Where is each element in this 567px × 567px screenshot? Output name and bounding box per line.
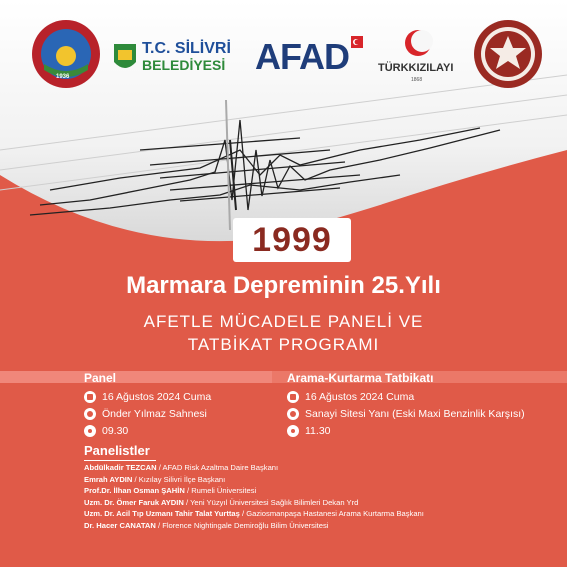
belediye-line2: BELEDİYESİ — [142, 57, 226, 73]
arama-time: 11.30 — [305, 425, 331, 437]
panelists-heading: Panelistler — [84, 443, 150, 458]
panelist-role: / Kızılay Silivri İlçe Başkanı — [132, 474, 226, 484]
belediye-line1: T.C. SİLİVRİ — [142, 40, 231, 57]
kizilay-logo — [378, 28, 458, 88]
panelist-role: / Rumeli Üniversitesi — [184, 486, 257, 496]
arama-time-row — [287, 424, 331, 438]
calendar-icon — [84, 391, 96, 403]
kizilay-year: 1868 — [411, 77, 423, 83]
location-pin-icon — [84, 408, 96, 420]
panelist-role: / Yeni Yüzyıl Üniversitesi Sağlık Bilimleri Dekan Yrd — [183, 497, 359, 507]
kaymakamlik-year: 1936 — [56, 74, 70, 80]
clock-icon — [287, 425, 299, 437]
panelist-name: Emrah AYDIN — [84, 474, 133, 484]
arama-place: Sanayi Sitesi Yanı (Eski Maxi Benzinlik Karşısı) — [305, 408, 525, 420]
event-subtitle-1: AFETLE MÜCADELE PANELİ VE — [143, 312, 424, 331]
panelist-role: / Gaziosmanpaşa Hastanesi Arama Kurtarma Başkanı — [239, 509, 424, 519]
panel-date-row — [84, 390, 211, 404]
arama-date: 16 Ağustos 2024 Cuma — [305, 391, 415, 403]
panel-heading: Panel — [84, 371, 117, 385]
list-item — [84, 497, 424, 509]
list-item — [84, 508, 424, 520]
panelists-list — [84, 462, 424, 532]
panelist-role: / Florence Nightingale Demiroğlu Bilim Üniversitesi — [155, 520, 329, 530]
arama-place-row — [287, 407, 525, 421]
panel-time-row — [84, 424, 128, 438]
year-badge — [233, 218, 351, 262]
belediye-emblem-icon — [112, 42, 138, 74]
panel-time: 09.30 — [102, 425, 129, 437]
panelist-name: Uzm. Dr. Acil Tıp Uzmanı Tahir Talat Yurttaş — [84, 509, 240, 519]
location-pin-icon — [287, 408, 299, 420]
panelists-underline — [84, 460, 156, 461]
list-item — [84, 474, 424, 486]
calendar-icon — [287, 391, 299, 403]
clock-icon — [84, 425, 96, 437]
crescent-icon — [403, 28, 433, 58]
panel-date: 16 Ağustos 2024 Cuma — [102, 391, 212, 403]
panelist-name: Prof.Dr. İlhan Osman ŞAHİN — [84, 486, 185, 496]
panel-place-row — [84, 407, 207, 421]
list-item — [84, 520, 424, 532]
rumeli-seal-icon — [472, 18, 544, 90]
list-item — [84, 485, 424, 497]
panelist-name: Abdülkadir TEZCAN — [84, 463, 157, 472]
panelist-name: Uzm. Dr. Ömer Faruk AYDIN — [84, 497, 184, 507]
list-item — [84, 462, 424, 474]
arama-heading: Arama-Kurtarma Tatbikatı — [287, 371, 434, 385]
turkish-flag-icon — [351, 36, 363, 48]
panelist-role: / AFAD Risk Azaltma Daire Başkanı — [156, 463, 279, 472]
logo-strip — [0, 18, 567, 98]
panelist-name: Dr. Hacer CANATAN — [84, 520, 156, 530]
silivri-belediyesi-logo — [112, 40, 242, 76]
afad-wordmark: AFAD — [255, 36, 349, 77]
arama-date-row — [287, 390, 414, 404]
kizilay-wordmark: TÜRKKIZILAYI — [378, 62, 454, 74]
panel-place: Önder Yılmaz Sahnesi — [102, 408, 207, 420]
event-title: Marmara Depreminin 25.Yılı — [126, 272, 441, 299]
year-text: 1999 — [252, 220, 332, 259]
afad-logo — [255, 36, 365, 80]
event-subtitle-2: TATBİKAT PROGRAMI — [187, 335, 380, 354]
